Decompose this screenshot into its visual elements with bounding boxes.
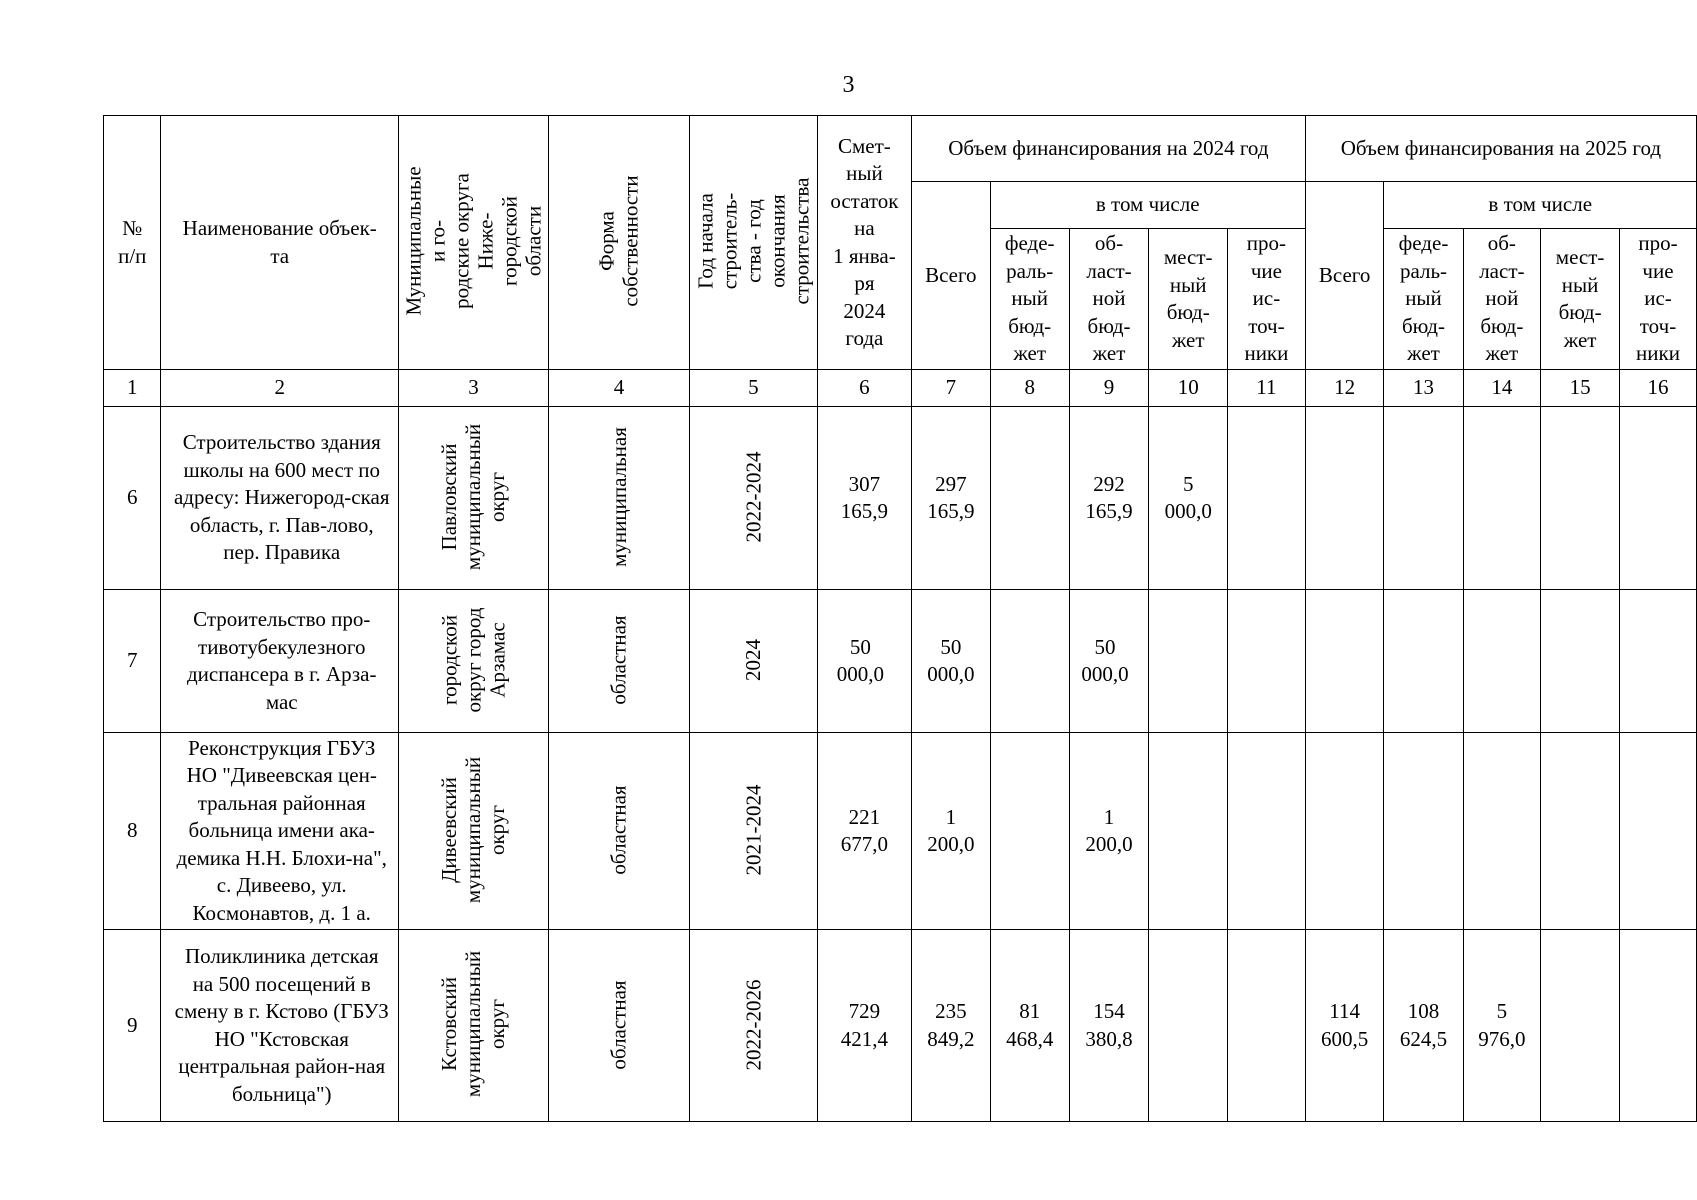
- total-2025: 114 600,5: [1305, 930, 1384, 1122]
- other-2025: [1619, 407, 1696, 590]
- years-cell: [689, 930, 817, 1122]
- remainder: 307 165,9: [817, 407, 911, 590]
- header-number: № п/п: [104, 116, 161, 370]
- other-2024: [1228, 733, 1306, 930]
- column-number: 15: [1541, 370, 1620, 407]
- other-2025: [1619, 930, 1696, 1122]
- ownership: муниципальная: [606, 427, 631, 568]
- total-2024: 297 165,9: [911, 407, 990, 590]
- ownership-cell: [549, 407, 690, 590]
- total-2025: [1305, 733, 1384, 930]
- federal-2025: [1384, 407, 1463, 590]
- column-number: 9: [1069, 370, 1149, 407]
- header-financing-2024: Объем финансирования на 2024 год: [911, 116, 1305, 182]
- header-total-2024: Всего: [911, 182, 990, 370]
- column-number: 16: [1619, 370, 1696, 407]
- regional-2024: 292 165,9: [1069, 407, 1149, 590]
- regional-2025: [1463, 407, 1541, 590]
- row-number: 8: [104, 733, 161, 930]
- years: 2022-2024: [741, 451, 766, 543]
- federal-2025: 108 624,5: [1384, 930, 1463, 1122]
- header-federal-2024: феде- раль- ный бюд- жет: [990, 229, 1069, 370]
- remainder: 729 421,4: [817, 930, 911, 1122]
- federal-2024: [990, 407, 1069, 590]
- local-2025: [1541, 590, 1620, 733]
- table-row: [104, 930, 1697, 1122]
- object-name: Строительство здания школы на 600 мест по адресу: Нижегород-ская область, г. Пав-лово, пер. Правика: [161, 407, 399, 590]
- table-row: [104, 590, 1697, 733]
- ownership-cell: [549, 590, 690, 733]
- table-row: [104, 733, 1697, 930]
- total-2025: [1305, 590, 1384, 733]
- financing-table: [103, 115, 1697, 1122]
- header-ownership-cell: [549, 116, 690, 370]
- ownership: областная: [606, 615, 631, 705]
- column-number: 5: [689, 370, 817, 407]
- years: 2024: [741, 639, 766, 682]
- table-row: [104, 407, 1697, 590]
- header-district-cell: [398, 116, 548, 370]
- federal-2024: [990, 733, 1069, 930]
- column-number: 11: [1228, 370, 1306, 407]
- other-2024: [1228, 590, 1306, 733]
- regional-2025: [1463, 733, 1541, 930]
- local-2024: [1149, 733, 1228, 930]
- header-federal-2025: феде- раль- ный бюд- жет: [1384, 229, 1463, 370]
- district-cell: [398, 407, 548, 590]
- header-years-cell: [689, 116, 817, 370]
- district: городской округ город Арзамас: [437, 607, 510, 713]
- column-number: 13: [1384, 370, 1463, 407]
- header-object-name: Наименование объек- та: [161, 116, 399, 370]
- ownership-cell: [549, 930, 690, 1122]
- years-cell: [689, 407, 817, 590]
- column-number: 10: [1149, 370, 1228, 407]
- other-2024: [1228, 930, 1306, 1122]
- total-2024: 235 849,2: [911, 930, 990, 1122]
- column-number: 8: [990, 370, 1069, 407]
- federal-2025: [1384, 733, 1463, 930]
- total-2025: [1305, 407, 1384, 590]
- regional-2024: 1 200,0: [1069, 733, 1149, 930]
- other-2025: [1619, 733, 1696, 930]
- column-number: 1: [104, 370, 161, 407]
- local-2024: 5 000,0: [1149, 407, 1228, 590]
- total-2024: 1 200,0: [911, 733, 990, 930]
- row-number: 6: [104, 407, 161, 590]
- regional-2025: [1463, 590, 1541, 733]
- object-name: Строительство про-тивотубекулезного диспансера в г. Арза-мас: [161, 590, 399, 733]
- years-cell: [689, 590, 817, 733]
- header-row-1: [104, 116, 1697, 182]
- header-local-2024: мест- ный бюд- жет: [1149, 229, 1228, 370]
- regional-2024: 50 000,0: [1069, 590, 1149, 733]
- federal-2025: [1384, 590, 1463, 733]
- district-cell: [398, 590, 548, 733]
- header-including-2025: в том числе: [1384, 182, 1697, 229]
- years: 2022-2026: [741, 979, 766, 1071]
- local-2024: [1149, 930, 1228, 1122]
- header-other-2024: про- чие ис- точ- ники: [1228, 229, 1306, 370]
- ownership: областная: [606, 980, 631, 1070]
- header-other-2025: про- чие ис- точ- ники: [1619, 229, 1696, 370]
- other-2025: [1619, 590, 1696, 733]
- district: Кстовский муниципальный округ: [437, 951, 510, 1098]
- header-total-2025: Всего: [1305, 182, 1384, 370]
- column-numbers-row: [104, 370, 1697, 407]
- column-number: 6: [817, 370, 911, 407]
- column-number: 14: [1463, 370, 1541, 407]
- years-cell: [689, 733, 817, 930]
- header-financing-2025: Объем финансирования на 2025 год: [1305, 116, 1696, 182]
- years: 2021-2024: [741, 784, 766, 876]
- page-number: 3: [842, 72, 855, 98]
- local-2025: [1541, 930, 1620, 1122]
- column-number: 4: [549, 370, 690, 407]
- ownership: областная: [606, 785, 631, 875]
- header-regional-2025: об- ласт- ной бюд- жет: [1463, 229, 1541, 370]
- district-cell: [398, 733, 548, 930]
- regional-2024: 154 380,8: [1069, 930, 1149, 1122]
- header-district: Муниципальные и го- родские округа Ниже- городской области: [401, 166, 546, 316]
- row-number: 7: [104, 590, 161, 733]
- header-years: Год начала строитель- ства - год окончания строительства: [693, 177, 814, 305]
- header-ownership: Форма собственности: [594, 175, 643, 307]
- column-number: 12: [1305, 370, 1384, 407]
- column-number: 7: [911, 370, 990, 407]
- remainder: 221 677,0: [817, 733, 911, 930]
- row-number: 9: [104, 930, 161, 1122]
- column-number: 2: [161, 370, 399, 407]
- header-remainder: Смет- ный остаток на 1 янва- ря 2024 года: [817, 116, 911, 370]
- district: Павловский муниципальный округ: [437, 423, 510, 570]
- federal-2024: 81 468,4: [990, 930, 1069, 1122]
- header-local-2025: мест- ный бюд- жет: [1541, 229, 1620, 370]
- object-name: Поликлиника детская на 500 посещений в смену в г. Кстово (ГБУЗ НО "Кстовская центральная район-ная больница"): [161, 930, 399, 1122]
- header-including-2024: в том числе: [990, 182, 1305, 229]
- other-2024: [1228, 407, 1306, 590]
- district: Дивеевский муниципальный округ: [437, 756, 510, 903]
- regional-2025: 5 976,0: [1463, 930, 1541, 1122]
- remainder: 50 000,0: [817, 590, 911, 733]
- local-2025: [1541, 407, 1620, 590]
- federal-2024: [990, 590, 1069, 733]
- local-2025: [1541, 733, 1620, 930]
- object-name: Реконструкция ГБУЗ НО "Дивеевская цен-тральная районная больница имени ака-демика Н.Н. Блохи-на", с. Дивеево, ул. Космонавтов, д. 1 а.: [161, 733, 399, 930]
- header-regional-2024: об- ласт- ной бюд- жет: [1069, 229, 1149, 370]
- district-cell: [398, 930, 548, 1122]
- total-2024: 50 000,0: [911, 590, 990, 733]
- column-number: 3: [398, 370, 548, 407]
- local-2024: [1149, 590, 1228, 733]
- ownership-cell: [549, 733, 690, 930]
